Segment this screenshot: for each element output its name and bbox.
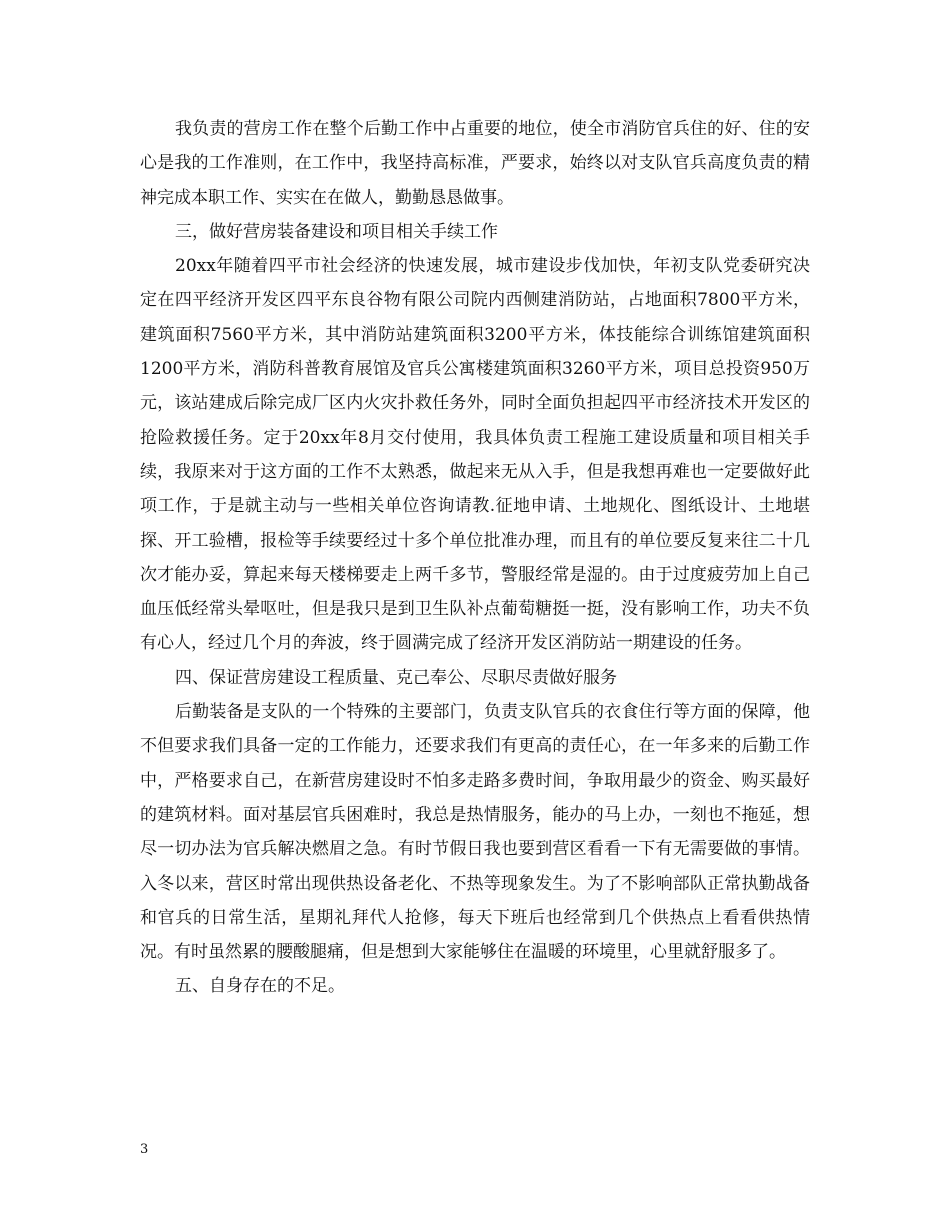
section-heading-four: 四、保证营房建设工程质量、克己奉公、尽职尽责做好服务: [175, 667, 617, 688]
paragraph-fire-station-project: 20xx年随着四平市社会经济的快速发展，城市建设步伐加快，年初支队党委研究决定在四平经济开发区四平东良谷物有限公司院内西侧建消防站，占地面积7800平方米，建筑面积7560平方米，其中消防站建筑面积3200平方米，体技能综合训练馆建筑面积1200平方米，消防科普教育展馆及官兵公寓楼建筑面积3260平方米，项目总投资950万元，该站建成后除完成厂区内火灾扑救任务外，同时全面负担起四平市经济技术开发区的抢险救援任务。定于20xx年8月交付使用，我具体负责工程施工建设质量和项目相关手续，我原来对于这方面的工作不太熟悉，做起来无从入手，但是我想再难也一定要做好此项工作，于是就主动与一些相关单位咨询请教.征地申请、土地规化、图纸设计、土地堪探、开工验槽，报检等手续要经过十多个单位批准办理，而且有的单位要反复来往二十几次才能办妥，算起来每天楼梯要走上两千多节，警服经常是湿的。由于过度疲劳加上自己血压低经常头晕呕吐，但是我只是到卫生队补点葡萄糖挺一挺，没有影响工作，功夫不负有心人，经过几个月的奔波，终于圆满完成了经济开发区消防站一期建设的任务。: [140, 256, 810, 654]
section-heading-five: 五、自身存在的不足。: [175, 976, 345, 997]
page-number: 3: [140, 1142, 149, 1157]
section-heading-three: 三，做好营房装备建设和项目相关手续工作: [175, 221, 498, 242]
paragraph-logistics-service: 后勤装备是支队的一个特殊的主要部门，负责支队官兵的衣食住行等方面的保障，他不但要求我们具备一定的工作能力，还要求我们有更高的责任心，在一年多来的后勤工作中，严格要求自己，在新营房建设时不怕多走路多费时间，争取用最少的资金、购买最好的建筑材料。面对基层官兵困难时，我总是热情服务，能办的马上办，一刻也不拖延，想尽一切办法为官兵解决燃眉之急。有时节假日我也要到营区看看一下有无需要做的事情。入冬以来，营区时常出现供热设备老化、不热等现象发生。为了不影响部队正常执勤战备和官兵的日常生活，星期礼拜代人抢修，每天下班后也经常到几个供热点上看看供热情况。有时虽然累的腰酸腿痛，但是想到大家能够住在温暖的环境里，心里就舒服多了。: [140, 702, 810, 963]
paragraph-barracks-duty: 我负责的营房工作在整个后勤工作中占重要的地位，使全市消防官兵住的好、住的安心是我的工作准则，在工作中，我坚持高标准，严要求，始终以对支队官兵高度负责的精神完成本职工作、实实在在做人，勤勤恳恳做事。: [140, 119, 810, 208]
document-body: [140, 112, 810, 1004]
